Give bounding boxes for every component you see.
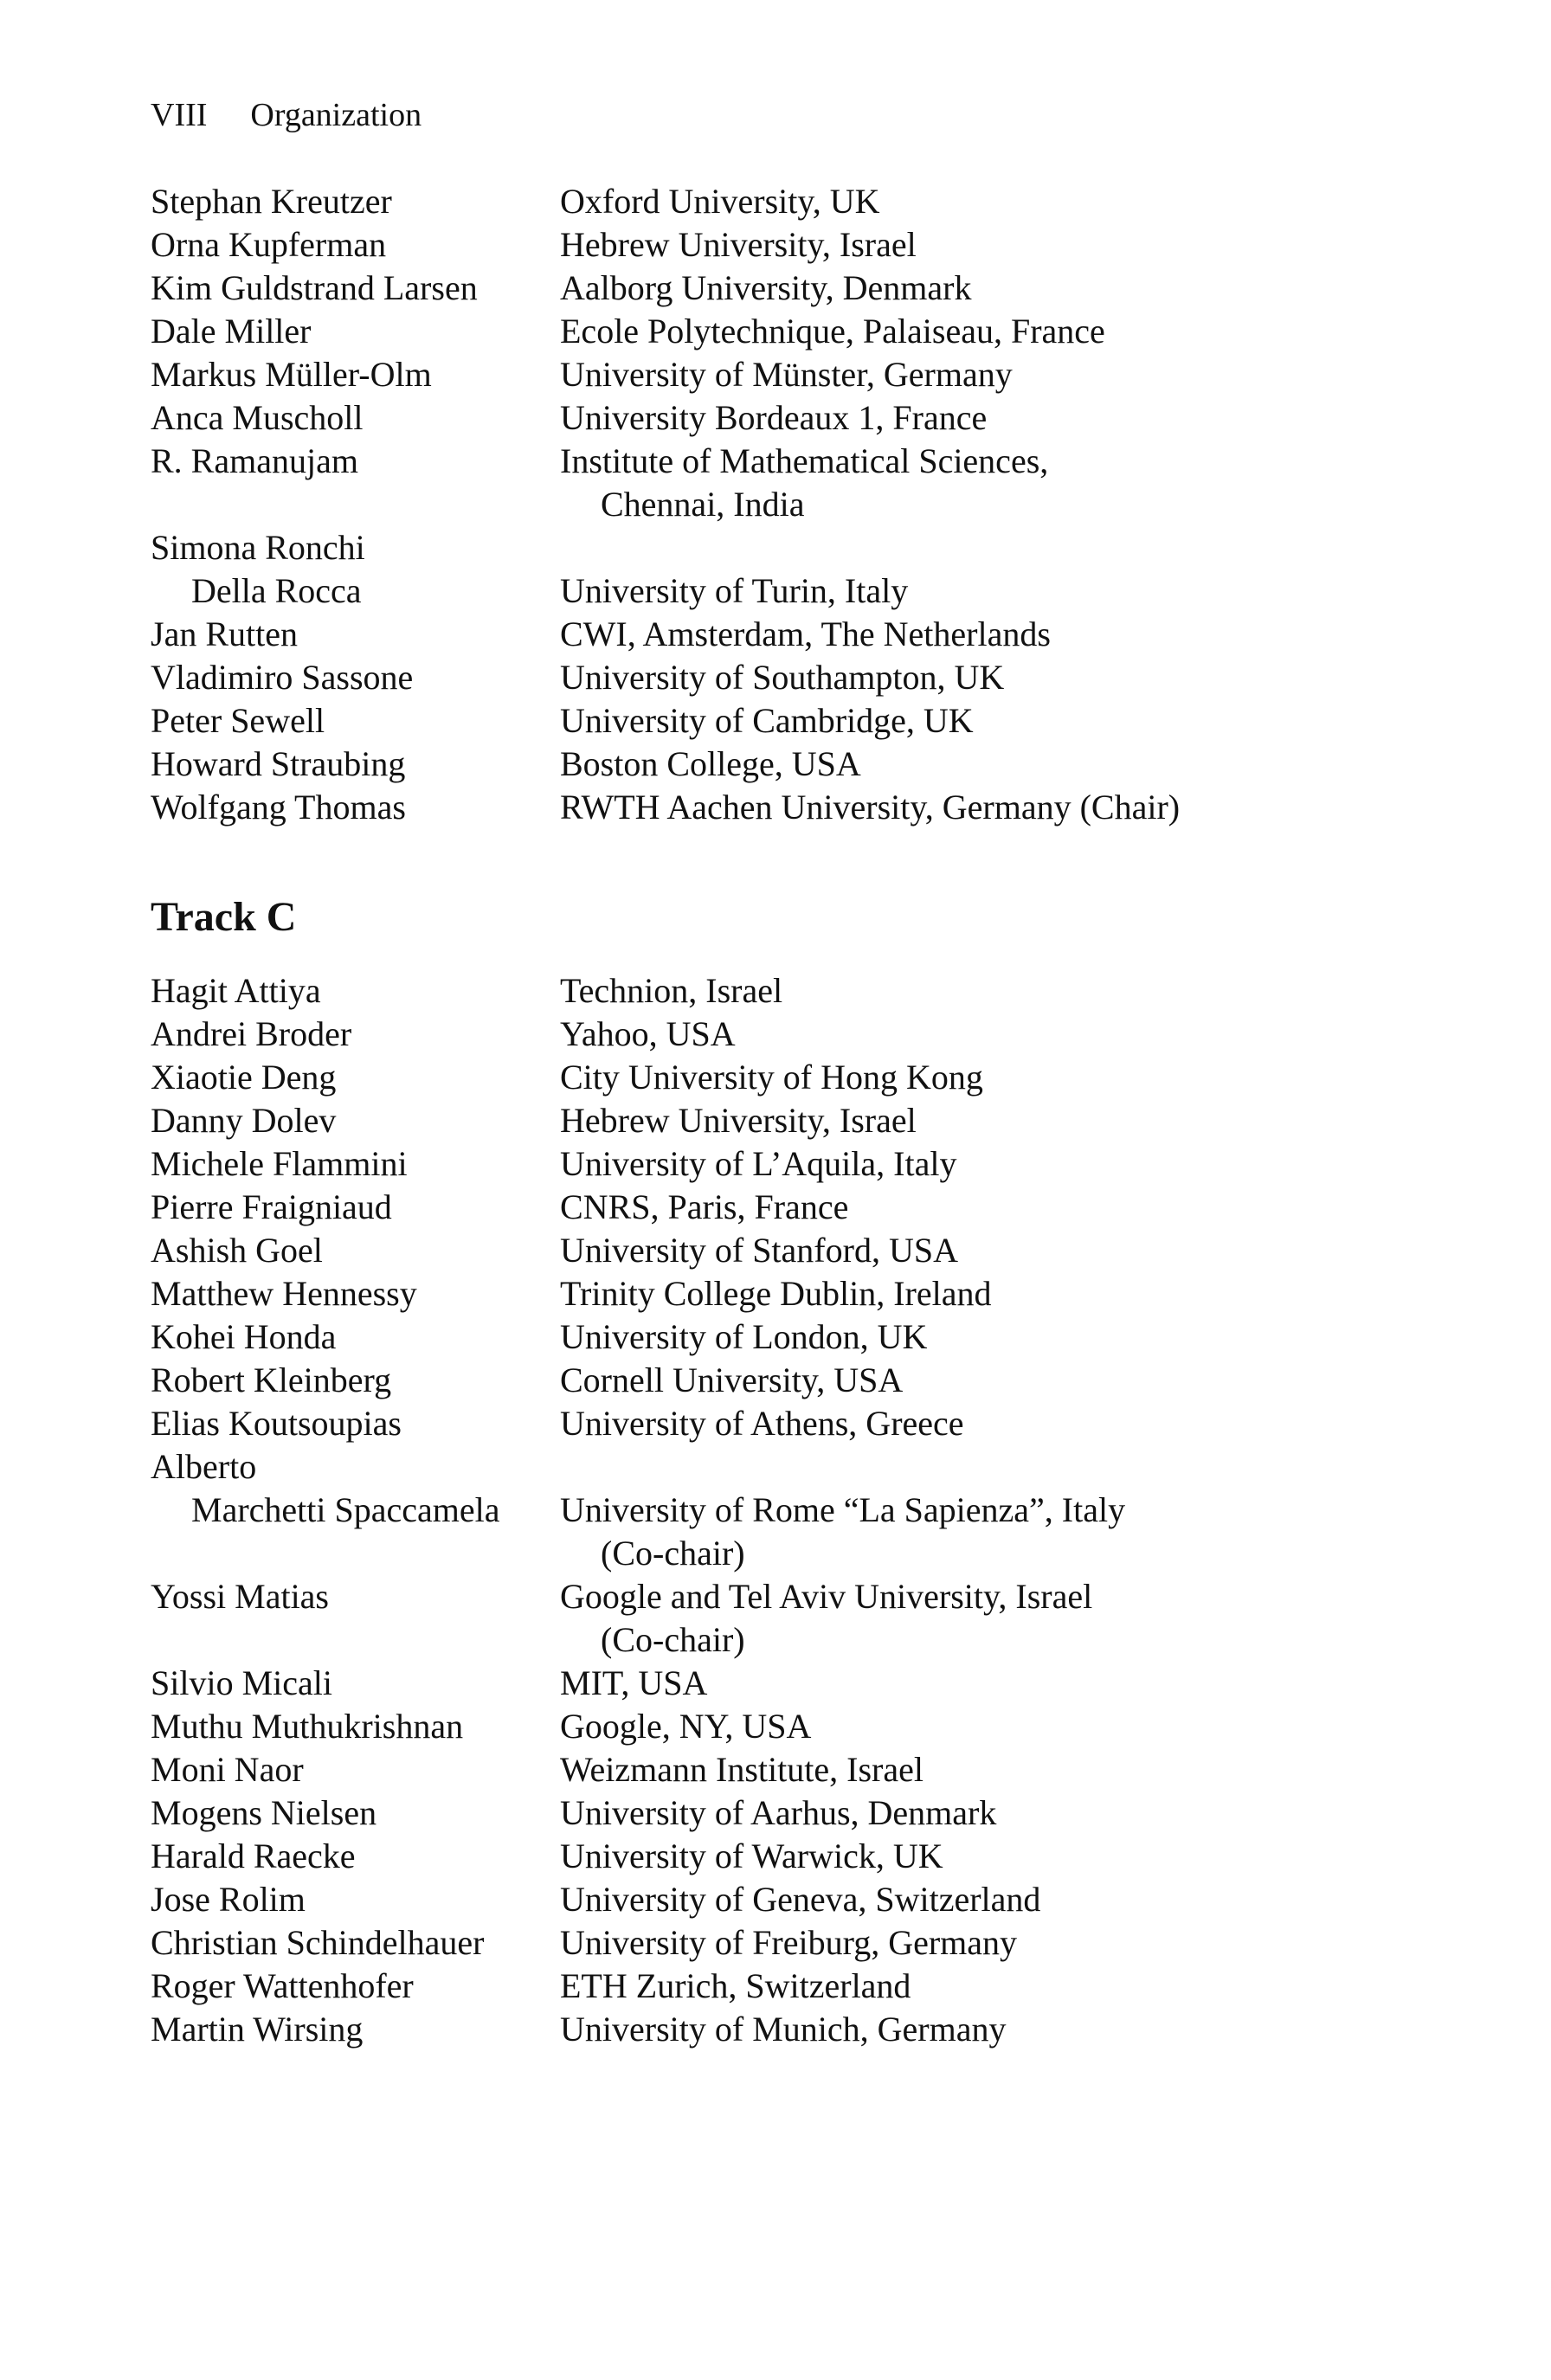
member-affiliation-line: University of Athens, Greece <box>560 1404 964 1443</box>
member-name-line: Yossi Matias <box>151 1577 329 1616</box>
committee-member-row <box>151 1791 1432 1835</box>
member-affiliation-line: Boston College, USA <box>560 744 861 783</box>
member-affiliation-line: Chennai, India <box>601 485 805 524</box>
member-name <box>151 1965 560 2008</box>
member-name-line: R. Ramanujam <box>151 441 358 480</box>
member-name <box>151 1315 560 1359</box>
member-affiliation <box>560 1229 1432 1272</box>
member-affiliation-line: Ecole Polytechnique, Palaiseau, France <box>560 312 1105 351</box>
member-affiliation-line: University of Southampton, UK <box>560 658 1005 697</box>
member-affiliation <box>560 743 1432 786</box>
member-affiliation-line: University of Stanford, USA <box>560 1231 958 1270</box>
member-name <box>151 1056 560 1099</box>
member-affiliation-line: MIT, USA <box>560 1663 708 1702</box>
member-name-line: Martin Wirsing <box>151 2010 364 2049</box>
member-affiliation-line: Hebrew University, Israel <box>560 225 917 264</box>
committee-list-track-c <box>151 969 1432 2051</box>
member-affiliation-line: Google and Tel Aviv University, Israel <box>560 1577 1093 1616</box>
committee-member-row <box>151 1402 1432 1445</box>
member-name-line: Hagit Attiya <box>151 971 321 1010</box>
member-affiliation <box>560 2008 1432 2051</box>
committee-member-row <box>151 699 1432 743</box>
committee-member-row <box>151 1921 1432 1965</box>
committee-member-row <box>151 353 1432 396</box>
member-affiliation <box>560 1748 1432 1791</box>
member-name-line: Silvio Micali <box>151 1663 332 1702</box>
member-affiliation <box>560 1791 1432 1835</box>
member-name <box>151 613 560 656</box>
member-affiliation-line: University of L’Aquila, Italy <box>560 1144 957 1183</box>
member-name <box>151 1142 560 1186</box>
document-page <box>151 93 1432 2051</box>
committee-member-row <box>151 223 1432 267</box>
member-name <box>151 440 560 526</box>
member-name-line: Robert Kleinberg <box>151 1360 392 1399</box>
member-name <box>151 1099 560 1142</box>
member-affiliation <box>560 396 1432 440</box>
member-name-line: Roger Wattenhofer <box>151 1966 414 2005</box>
member-name <box>151 1229 560 1272</box>
member-name <box>151 180 560 223</box>
member-name-line: Elias Koutsoupias <box>151 1404 402 1443</box>
member-affiliation <box>560 699 1432 743</box>
member-name-line: Howard Straubing <box>151 744 406 783</box>
member-affiliation <box>560 969 1432 1013</box>
committee-list-track-b-continued <box>151 180 1432 829</box>
committee-member-row <box>151 440 1432 526</box>
member-name <box>151 1013 560 1056</box>
member-name <box>151 1402 560 1445</box>
member-affiliation-line: Google, NY, USA <box>560 1707 812 1746</box>
committee-member-row <box>151 969 1432 1013</box>
member-name-line: Orna Kupferman <box>151 225 387 264</box>
committee-member-row <box>151 267 1432 310</box>
member-affiliation <box>560 613 1432 656</box>
member-affiliation-line: University of Cambridge, UK <box>560 701 974 740</box>
committee-member-row <box>151 1186 1432 1229</box>
member-name <box>151 353 560 396</box>
member-name <box>151 1445 560 1575</box>
member-name <box>151 656 560 699</box>
member-affiliation-line: University Bordeaux 1, France <box>560 398 988 437</box>
member-affiliation <box>560 1705 1432 1748</box>
member-name <box>151 2008 560 2051</box>
member-affiliation <box>560 786 1432 829</box>
member-name-line: Dale Miller <box>151 312 312 351</box>
member-name <box>151 699 560 743</box>
member-affiliation-line: Technion, Israel <box>560 971 783 1010</box>
member-affiliation-line: Hebrew University, Israel <box>560 1101 917 1140</box>
member-name-line: Alberto <box>151 1447 257 1486</box>
member-affiliation <box>560 1921 1432 1965</box>
member-affiliation-line: University of Aarhus, Denmark <box>560 1793 997 1832</box>
running-title: Organization <box>250 97 422 133</box>
member-name-line: Muthu Muthukrishnan <box>151 1707 464 1746</box>
member-name-line: Xiaotie Deng <box>151 1058 337 1097</box>
section-title-track-c: Track C <box>151 894 297 940</box>
member-name <box>151 267 560 310</box>
member-name-line: Kohei Honda <box>151 1317 337 1356</box>
member-affiliation-line: University of Munich, Germany <box>560 2010 1007 2049</box>
committee-member-row <box>151 310 1432 353</box>
member-name-line: Della Rocca <box>191 571 362 610</box>
committee-member-row <box>151 2008 1432 2051</box>
member-name <box>151 1748 560 1791</box>
committee-member-row <box>151 1965 1432 2008</box>
committee-member-row <box>151 1272 1432 1315</box>
member-name-line: Wolfgang Thomas <box>151 788 406 827</box>
member-affiliation <box>560 1662 1432 1705</box>
member-affiliation-line: City University of Hong Kong <box>560 1058 983 1097</box>
member-affiliation <box>560 1099 1432 1142</box>
member-name-line: Kim Guldstrand Larsen <box>151 268 478 307</box>
committee-member-row <box>151 1835 1432 1878</box>
member-affiliation <box>560 180 1432 223</box>
member-name-line: Peter Sewell <box>151 701 325 740</box>
page-number: VIII <box>151 97 208 133</box>
committee-member-row <box>151 1748 1432 1791</box>
member-name <box>151 969 560 1013</box>
member-name-line: Mogens Nielsen <box>151 1793 377 1832</box>
member-affiliation-line: CNRS, Paris, France <box>560 1187 849 1226</box>
member-name <box>151 223 560 267</box>
committee-member-row <box>151 1445 1432 1575</box>
member-affiliation-line: University of Turin, Italy <box>560 571 909 610</box>
committee-member-row <box>151 786 1432 829</box>
committee-member-row <box>151 656 1432 699</box>
member-name-line: Andrei Broder <box>151 1014 352 1053</box>
member-affiliation-line: University of Münster, Germany <box>560 355 1013 394</box>
member-affiliation-line: Aalborg University, Denmark <box>560 268 972 307</box>
member-affiliation-line: Yahoo, USA <box>560 1014 736 1053</box>
member-name-line: Jan Rutten <box>151 614 298 653</box>
member-name-line: Stephan Kreutzer <box>151 182 392 221</box>
member-affiliation <box>560 1835 1432 1878</box>
member-name-line: Danny Dolev <box>151 1101 337 1140</box>
member-name <box>151 1272 560 1315</box>
member-affiliation-line: University of Warwick, UK <box>560 1836 943 1875</box>
member-affiliation <box>560 1965 1432 2008</box>
member-name <box>151 1705 560 1748</box>
member-name <box>151 396 560 440</box>
member-affiliation-line: University of Geneva, Switzerland <box>560 1880 1041 1919</box>
member-affiliation <box>560 1445 1432 1575</box>
member-name-line: Jose Rolim <box>151 1880 306 1919</box>
committee-member-row <box>151 613 1432 656</box>
committee-member-row <box>151 743 1432 786</box>
committee-member-row <box>151 1575 1432 1662</box>
member-name-line: Michele Flammini <box>151 1144 408 1183</box>
member-name-line: Markus Müller-Olm <box>151 355 432 394</box>
committee-member-row <box>151 1878 1432 1921</box>
member-name <box>151 1186 560 1229</box>
running-head <box>151 93 1432 137</box>
committee-member-row <box>151 1229 1432 1272</box>
member-name <box>151 1791 560 1835</box>
committee-member-row <box>151 1099 1432 1142</box>
member-name <box>151 1575 560 1662</box>
member-affiliation <box>560 1402 1432 1445</box>
committee-member-row <box>151 1705 1432 1748</box>
member-name-line: Marchetti Spaccamela <box>191 1490 500 1529</box>
member-affiliation-line: Oxford University, UK <box>560 182 880 221</box>
member-affiliation <box>560 1575 1432 1662</box>
member-affiliation <box>560 526 1432 613</box>
member-affiliation-line: University of Rome “La Sapienza”, Italy <box>560 1490 1126 1529</box>
member-affiliation <box>560 1186 1432 1229</box>
member-name-line: Christian Schindelhauer <box>151 1923 485 1962</box>
member-name <box>151 526 560 613</box>
committee-member-row <box>151 1662 1432 1705</box>
member-affiliation <box>560 1359 1432 1402</box>
member-affiliation <box>560 353 1432 396</box>
member-affiliation <box>560 1272 1432 1315</box>
member-affiliation-line: (Co-chair) <box>601 1620 745 1659</box>
member-affiliation <box>560 223 1432 267</box>
member-name-line: Vladimiro Sassone <box>151 658 414 697</box>
member-name <box>151 1662 560 1705</box>
member-affiliation <box>560 1315 1432 1359</box>
member-name-line: Moni Naor <box>151 1750 304 1789</box>
member-affiliation-line: (Co-chair) <box>601 1534 745 1573</box>
member-affiliation-line: ETH Zurich, Switzerland <box>560 1966 911 2005</box>
committee-member-row <box>151 1142 1432 1186</box>
member-affiliation-line: University of London, UK <box>560 1317 928 1356</box>
member-affiliation-line: CWI, Amsterdam, The Netherlands <box>560 614 1051 653</box>
committee-member-row <box>151 1359 1432 1402</box>
committee-member-row <box>151 1013 1432 1056</box>
committee-member-row <box>151 1056 1432 1099</box>
member-affiliation <box>560 1142 1432 1186</box>
member-name <box>151 1921 560 1965</box>
member-affiliation <box>560 1056 1432 1099</box>
committee-member-row <box>151 526 1432 613</box>
committee-member-row <box>151 1315 1432 1359</box>
member-affiliation-line: Cornell University, USA <box>560 1360 904 1399</box>
member-name <box>151 743 560 786</box>
member-affiliation-line: RWTH Aachen University, Germany (Chair) <box>560 788 1181 827</box>
committee-member-row <box>151 396 1432 440</box>
member-name <box>151 310 560 353</box>
member-affiliation <box>560 1013 1432 1056</box>
member-name <box>151 786 560 829</box>
member-affiliation-line: Institute of Mathematical Sciences, <box>560 441 1049 480</box>
member-affiliation <box>560 1878 1432 1921</box>
member-affiliation-line: Trinity College Dublin, Ireland <box>560 1274 992 1313</box>
member-affiliation <box>560 310 1432 353</box>
member-affiliation <box>560 440 1432 526</box>
member-name <box>151 1878 560 1921</box>
member-name <box>151 1835 560 1878</box>
member-name-line: Anca Muscholl <box>151 398 364 437</box>
member-affiliation-line: University of Freiburg, Germany <box>560 1923 1018 1962</box>
member-name <box>151 1359 560 1402</box>
member-affiliation-line: Weizmann Institute, Israel <box>560 1750 924 1789</box>
member-name-line: Pierre Fraigniaud <box>151 1187 392 1226</box>
member-name-line: Simona Ronchi <box>151 528 365 567</box>
committee-member-row <box>151 180 1432 223</box>
member-affiliation <box>560 267 1432 310</box>
member-name-line: Ashish Goel <box>151 1231 323 1270</box>
member-name-line: Harald Raecke <box>151 1836 356 1875</box>
member-affiliation <box>560 656 1432 699</box>
member-name-line: Matthew Hennessy <box>151 1274 417 1313</box>
